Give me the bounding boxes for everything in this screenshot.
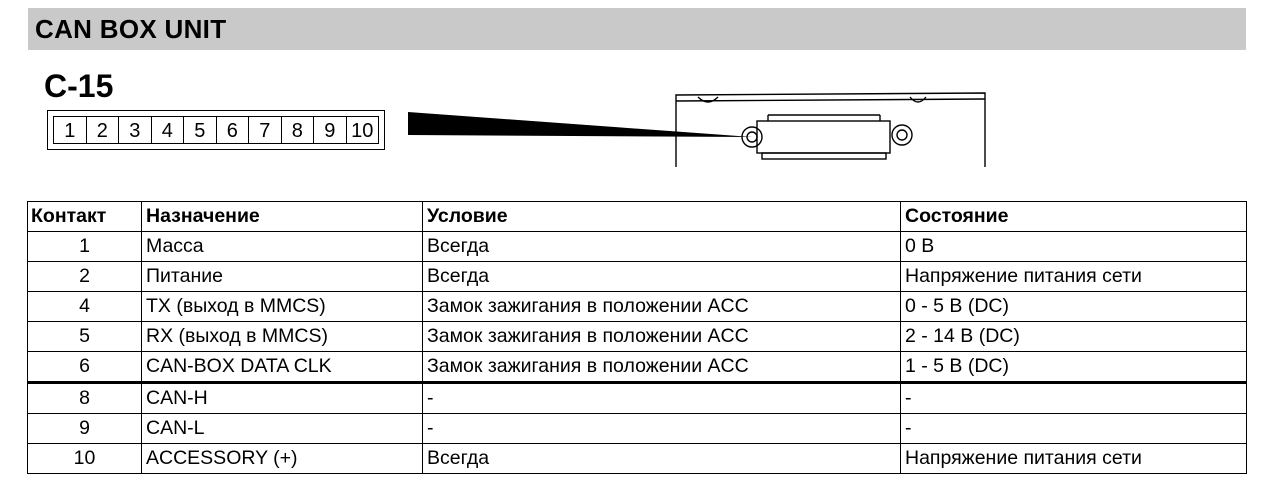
pin-number: 6 (217, 117, 250, 143)
cell-state: Напряжение питания сети (901, 262, 1247, 292)
cell-purpose: Масса (142, 232, 423, 262)
cell-purpose: TX (выход в MMCS) (142, 292, 423, 322)
pin-number: 9 (314, 117, 347, 143)
mount-hole-icon (892, 125, 912, 145)
cell-contact: 10 (28, 444, 142, 474)
table-row (28, 352, 1247, 383)
cell-state: 0 В (901, 232, 1247, 262)
table-row (28, 292, 1247, 322)
cell-condition: Замок зажигания в положении ACC (423, 322, 901, 352)
pin-number: 7 (249, 117, 282, 143)
header-contact: Контакт (28, 202, 142, 232)
cell-purpose: RX (выход в MMCS) (142, 322, 423, 352)
pin-number: 4 (152, 117, 185, 143)
section-title: CAN BOX UNIT (35, 14, 227, 44)
cell-state: - (901, 383, 1247, 414)
cell-contact: 4 (28, 292, 142, 322)
pointer-wedge (408, 112, 752, 137)
header-condition: Условие (423, 202, 901, 232)
cell-condition: Всегда (423, 444, 901, 474)
section-title-bar (28, 8, 1246, 50)
cell-condition: Всегда (423, 262, 901, 292)
header-purpose: Назначение (142, 202, 423, 232)
pin-number: 2 (87, 117, 120, 143)
cell-purpose: CAN-H (142, 383, 423, 414)
table-row (28, 444, 1247, 474)
cell-contact: 2 (28, 262, 142, 292)
connector-location-diagram (400, 85, 1000, 175)
cell-state: Напряжение питания сети (901, 444, 1247, 474)
connector-pin-strip (47, 110, 385, 150)
table-row (28, 322, 1247, 352)
cell-contact: 5 (28, 322, 142, 352)
cell-condition: - (423, 383, 901, 414)
cell-state: 2 - 14 В (DC) (901, 322, 1247, 352)
connector-label: C-15 (44, 68, 114, 104)
cell-state: 0 - 5 В (DC) (901, 292, 1247, 322)
cell-state: - (901, 414, 1247, 444)
table-row (28, 383, 1247, 414)
table-row (28, 232, 1247, 262)
cell-condition: Всегда (423, 232, 901, 262)
cell-purpose: CAN-BOX DATA CLK (142, 352, 423, 383)
pin-number: 8 (282, 117, 315, 143)
cell-purpose: CAN-L (142, 414, 423, 444)
cell-contact: 9 (28, 414, 142, 444)
pinout-table (27, 201, 1247, 474)
cell-contact: 6 (28, 352, 142, 383)
cell-purpose: Питание (142, 262, 423, 292)
table-row (28, 262, 1247, 292)
table-header-row (28, 202, 1247, 232)
cell-purpose: ACCESSORY (+) (142, 444, 423, 474)
cell-condition: - (423, 414, 901, 444)
cell-state: 1 - 5 В (DC) (901, 352, 1247, 383)
cell-contact: 1 (28, 232, 142, 262)
unit-body (676, 93, 985, 167)
pin-number: 5 (184, 117, 217, 143)
cell-contact: 8 (28, 383, 142, 414)
cell-condition: Замок зажигания в положении ACC (423, 352, 901, 383)
pin-number: 3 (119, 117, 152, 143)
header-state: Состояние (901, 202, 1247, 232)
pin-number: 1 (54, 117, 87, 143)
table-row (28, 414, 1247, 444)
pin-number: 10 (351, 120, 374, 142)
cell-condition: Замок зажигания в положении ACC (423, 292, 901, 322)
